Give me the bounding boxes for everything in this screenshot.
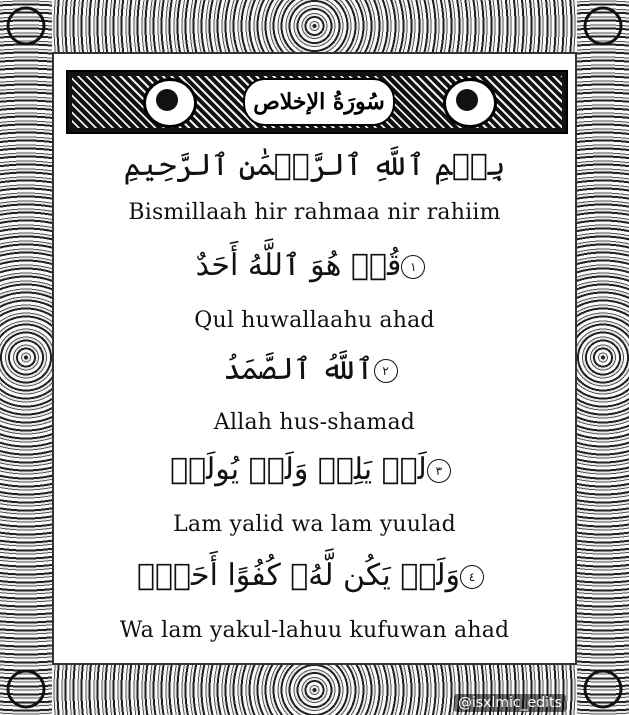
surah-header-banner xyxy=(66,70,568,134)
verse-4-transliteration: Wa lam yakul-lahuu kufuwan ahad xyxy=(119,618,510,643)
verse-arabic-text: قُلۡ هُوَ ٱللَّهُ أَحَدٌ xyxy=(195,248,402,283)
verse-1-arabic xyxy=(0,248,629,283)
verse-number-badge: ٣ xyxy=(427,459,451,483)
verse-arabic-text: ٱللَّهُ ٱلصَّمَدُ xyxy=(223,352,374,387)
verse-3-transliteration: Lam yalid wa lam yuulad xyxy=(173,512,456,537)
medallion-left-icon xyxy=(143,78,197,128)
verse-arabic-text: وَلَمۡ يَكُن لَّهُۥ كُفُوًا أَحَدُۢ xyxy=(137,558,460,593)
watermark: @isxlmic_edits xyxy=(454,694,566,712)
verse-number-badge: ٢ xyxy=(374,359,398,383)
verse-number-badge: ١ xyxy=(401,255,425,279)
surah-title: سُورَةُ الإخلاص xyxy=(243,78,395,126)
basmala-arabic: بِسۡمِ ٱللَّهِ ٱلرَّحۡمَٰنِ ٱلرَّحِيمِ xyxy=(123,148,506,183)
verse-2-arabic xyxy=(0,352,629,387)
verse-3-arabic xyxy=(0,452,629,487)
verse-1-transliteration: Qul huwallaahu ahad xyxy=(194,308,435,333)
basmala-transliteration: Bismillaah hir rahmaa nir rahiim xyxy=(128,200,501,225)
verse-4-arabic xyxy=(0,558,629,593)
verse-2-transliteration: Allah hus-shamad xyxy=(213,410,416,435)
medallion-right-icon xyxy=(443,78,497,128)
verse-arabic-text: لَمۡ يَلِدۡ وَلَمۡ يُولَدۡ xyxy=(170,452,427,487)
verse-number-badge: ٤ xyxy=(460,565,484,589)
